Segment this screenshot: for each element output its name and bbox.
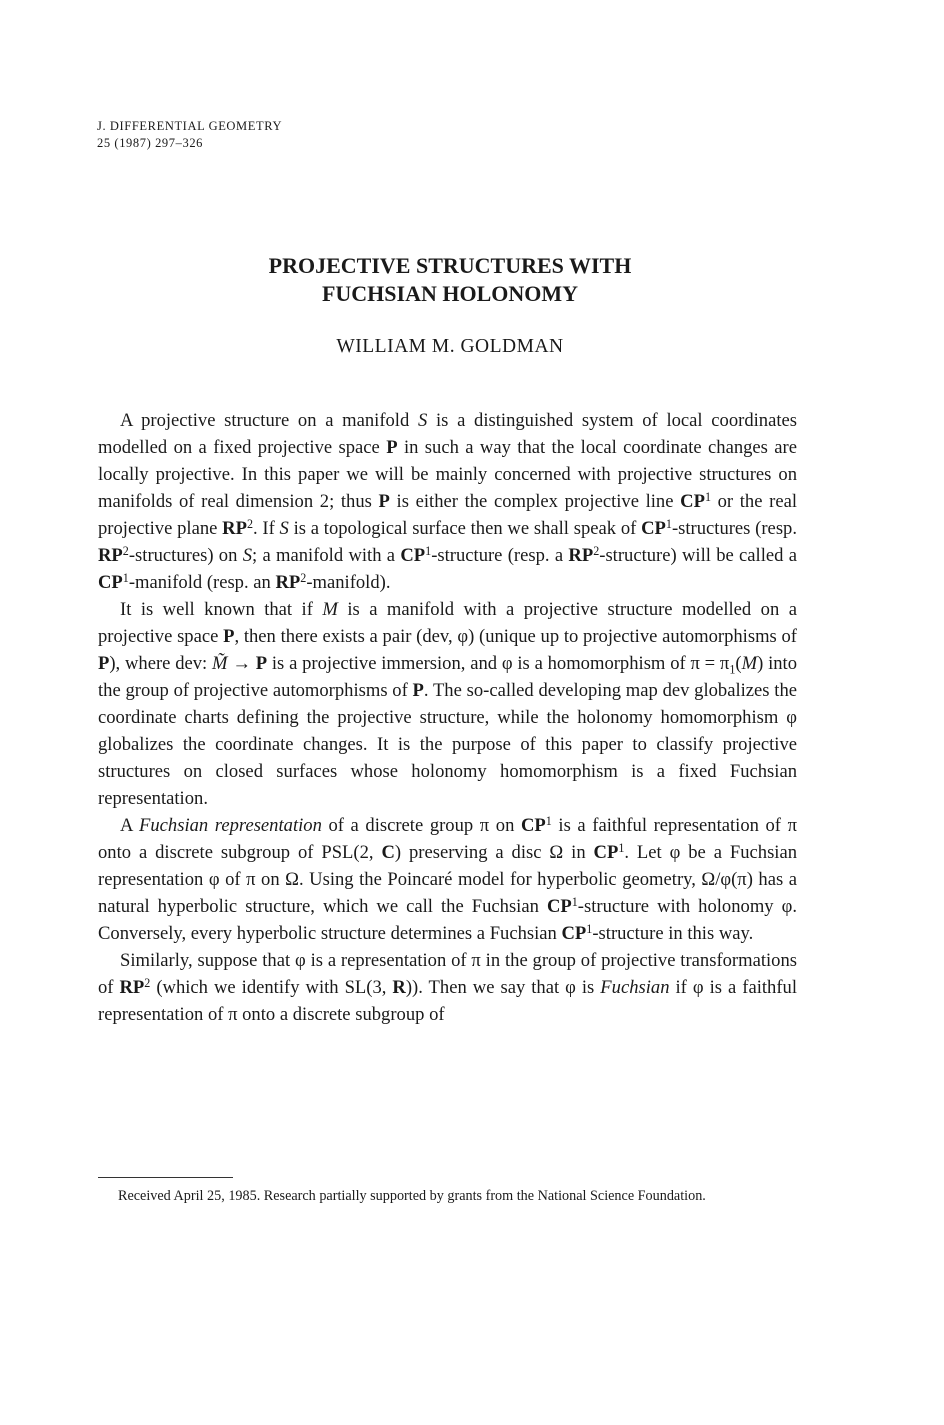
journal-name: J. DIFFERENTIAL GEOMETRY	[97, 119, 283, 133]
author-name: WILLIAM M. GOLDMAN	[336, 336, 564, 357]
paragraph-2: It is well known that if M is a manifold with a projective structure modelled on a projective space P, then there exists a pair (dev, φ) (unique up to projective automorphisms of P), where dev: M̃ → P is a projective immersion, and φ is a homomorphism of $\pi = \pi_1(M)$ into the group of projective automorphisms of P. The so-called developing map dev globalizes the coordinate charts defining the projective structure, while the holonomy homomorphism φ globalizes the coordinate changes. It is the purpose of this paper to classify projective structures on closed surfaces whose holonomy homomorphism is a fixed Fuchsian representation.	[98, 599, 797, 809]
journal-citation: 25 (1987) 297–326	[97, 136, 204, 150]
paragraph-4: Similarly, suppose that φ is a representation of π in the group of projective transformations of $RP^2$ (which we identify with SL(3, R)). Then we say that φ is Fuchsian if φ is a faithful representation of π onto a discrete subgroup of	[98, 950, 798, 1025]
paragraph-1: A projective structure on a manifold S is a distinguished system of local coordinates modelled on a fixed projective space P in such a way that the local coordinate changes are locally projective. In this paper we will be mainly concerned with projective structures on manifolds of real dimension 2; thus P is either the complex projective line $CP^1$ or the real projective plane $RP^2$. If S is a topological surface then we shall speak of $CP^1$-structures (resp. $RP^2-structures$) on S; a manifold with a $CP^1$-structure (resp. a $RP^2-structure$) will be called a $CP^1$-manifold (resp. an $RP^2-manifold$).	[98, 410, 797, 593]
footnote-text: Received April 25, 1985. Research partially supported by grants from the National Science Foundation.	[118, 1188, 706, 1204]
journal-header	[97, 118, 282, 152]
paragraph-3: A Fuchsian representation of a discrete group π on $CP^1$ is a faithful representation of π onto a discrete subgroup of PSL(2, C) preserving a disc Ω in $CP^1$. Let φ be a Fuchsian representation φ of π on Ω. Using the Poincaré model for hyperbolic geometry, Ω/φ(π) has a natural hyperbolic structure, which we call the Fuchsian $CP^1$-structure with holonomy φ. Conversely, every hyperbolic structure determines a Fuchsian $CP^1$-structure in this way.	[98, 813, 798, 944]
footnote	[98, 1185, 798, 1207]
title-line-2: FUCHSIAN HOLONOMY	[321, 281, 579, 306]
footnote-divider	[98, 1177, 233, 1178]
article-body	[98, 407, 797, 1028]
title-line-1: PROJECTIVE STRUCTURES WITH	[268, 253, 632, 278]
paper-title	[0, 252, 900, 308]
